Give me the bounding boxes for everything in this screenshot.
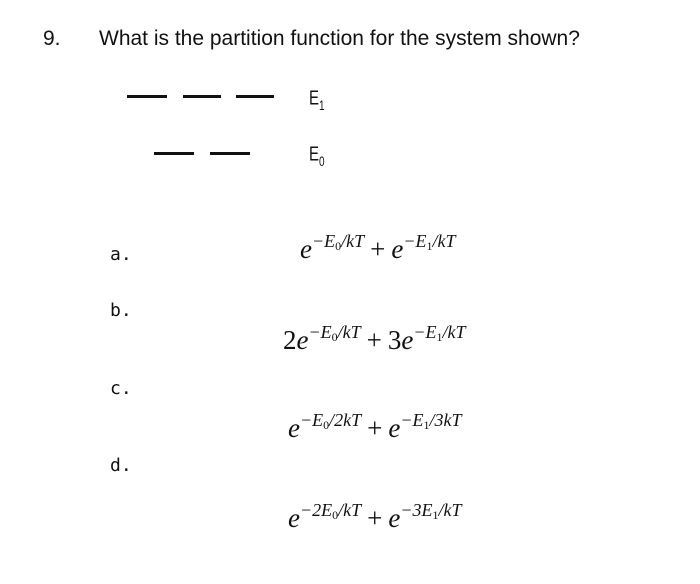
option-a-label: a. [110, 244, 132, 265]
option-c-formula[interactable]: $e^{-E_0/2kT} + e^{-E_1/3kT}$ [288, 410, 462, 443]
level-e1-state-2 [183, 95, 221, 98]
option-b-label: b. [110, 300, 132, 321]
level-e1-state-1 [127, 95, 167, 98]
option-b-formula[interactable]: $2e^{-E_0/kT} + 3e^{-E_1/kT}$ [283, 322, 466, 355]
option-d-label: d. [110, 455, 132, 476]
level-e1-label: $E_1$ [309, 87, 325, 114]
level-e0-state-2 [210, 152, 250, 155]
option-c-label: c. [110, 378, 132, 399]
question-text: What is the partition function for the system shown? [99, 27, 580, 50]
level-e0-state-1 [154, 152, 194, 155]
question-number: 9. [43, 27, 61, 50]
option-a-formula[interactable]: $e^{-E_0/kT} + e^{-E_1/kT}$ [300, 231, 456, 264]
level-e1-state-3 [236, 95, 274, 98]
level-e0-label: $E_0$ [309, 143, 325, 170]
option-d-formula[interactable]: $e^{-2E_0/kT} + e^{-3E_1/kT}$ [288, 500, 462, 533]
